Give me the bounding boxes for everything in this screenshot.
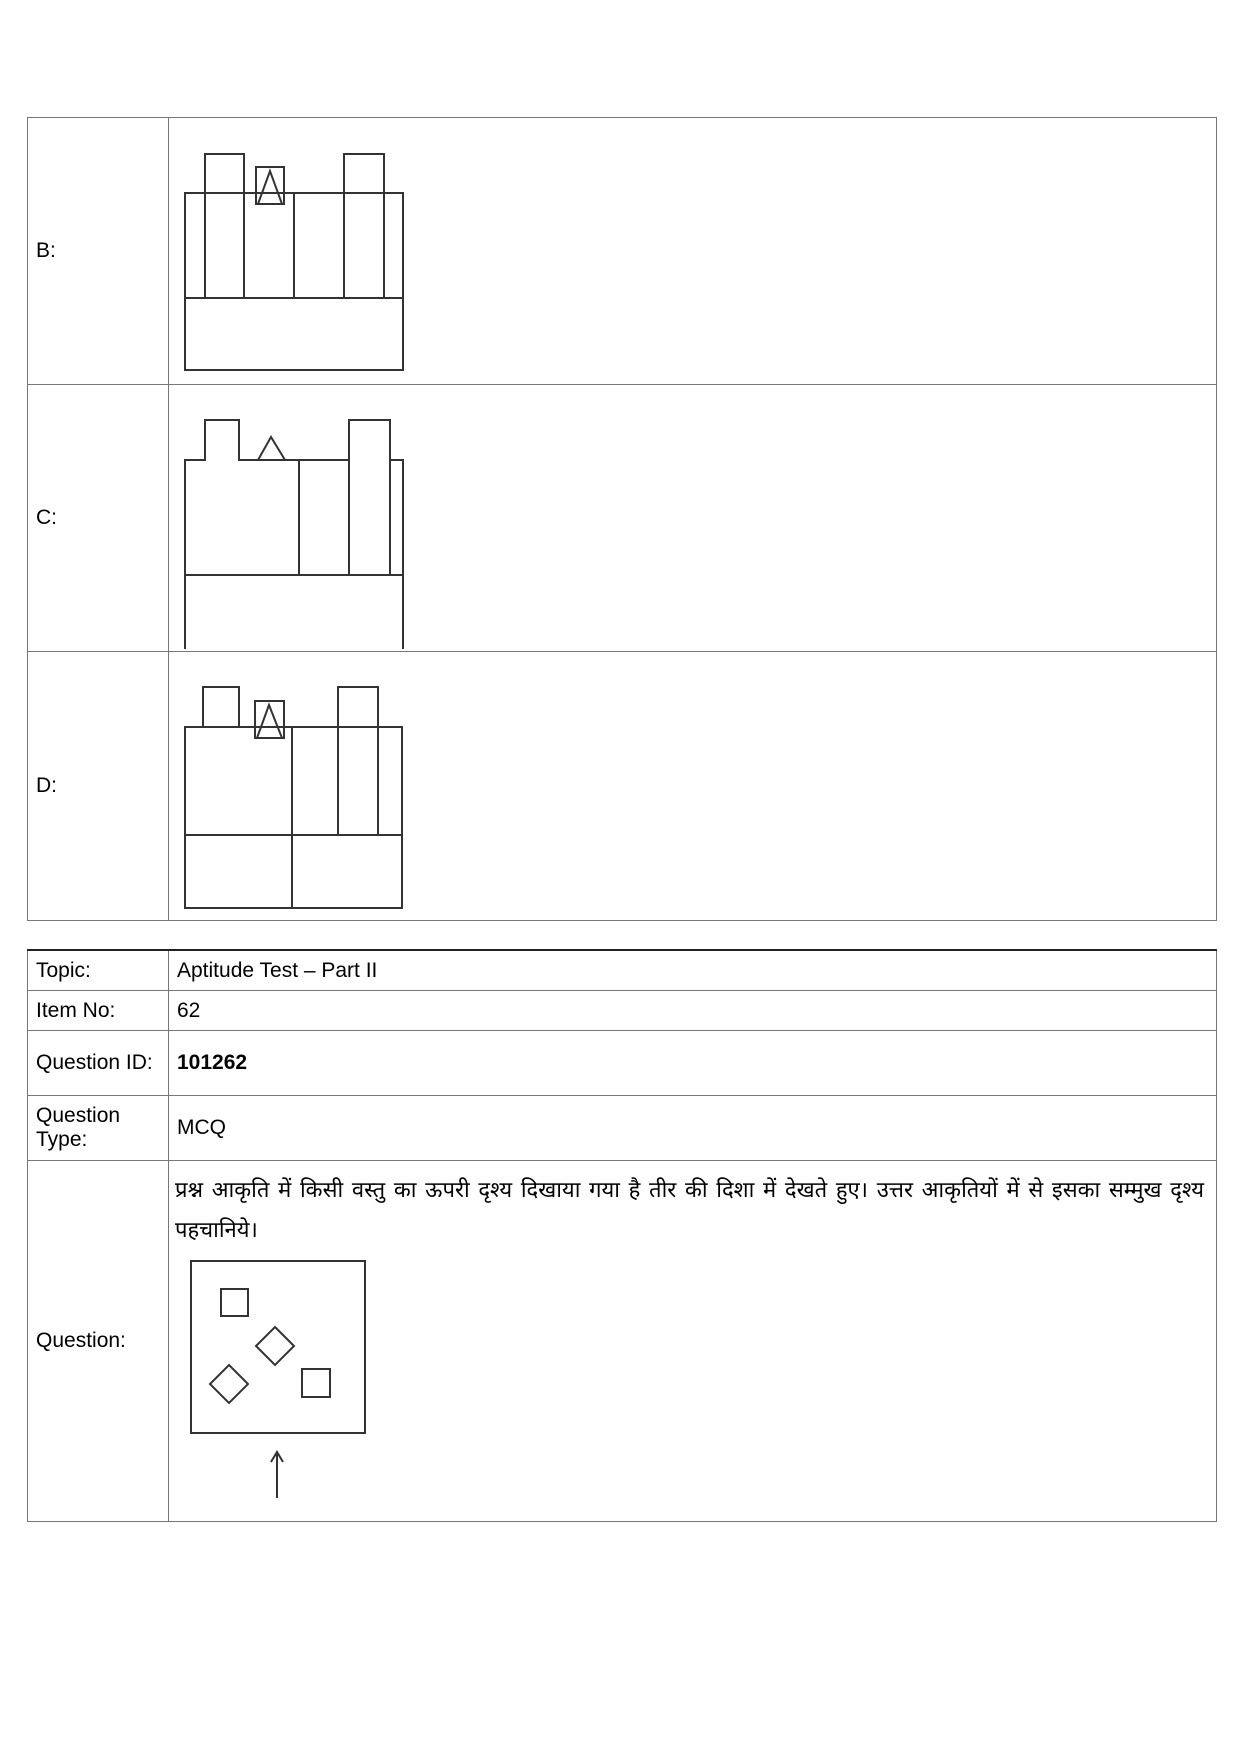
question-meta-table [27,949,1217,1522]
question-content-cell [169,1161,1217,1522]
options-table [27,117,1217,921]
item-label: Item No: [28,991,169,1031]
option-row-d [28,652,1217,921]
question-id-value: 101262 [169,1031,1217,1096]
question-figure [169,1259,389,1507]
question-id-row [28,1031,1217,1096]
option-label: B: [28,118,169,385]
item-row [28,991,1217,1031]
option-label: D: [28,652,169,921]
topic-value: Aptitude Test – Part II [169,950,1217,991]
question-type-value: MCQ [169,1096,1217,1161]
topic-row [28,950,1217,991]
option-figure-cell [169,385,1217,652]
question-type-label: Question Type: [28,1096,169,1161]
option-figure-cell [169,652,1217,921]
option-row-c [28,385,1217,652]
topic-label: Topic: [28,950,169,991]
option-label: C: [28,385,169,652]
question-row [28,1161,1217,1522]
option-row-b [28,118,1217,385]
option-figure-cell [169,118,1217,385]
question-type-row [28,1096,1217,1161]
question-text: प्रश्न आकृति में किसी वस्तु का ऊपरी दृश्य दिखाया गया है तीर की दिशा में देखते हुए। उत्तर आकृतियों में से इसका सम्मुख दृश्य पहचानिये। [175,1178,1204,1243]
option-d-figure [169,654,429,918]
option-b-figure [169,120,429,382]
question-id-label: Question ID: [28,1031,169,1096]
question-label: Question: [28,1161,169,1522]
item-value: 62 [169,991,1217,1031]
option-c-figure [169,387,429,649]
